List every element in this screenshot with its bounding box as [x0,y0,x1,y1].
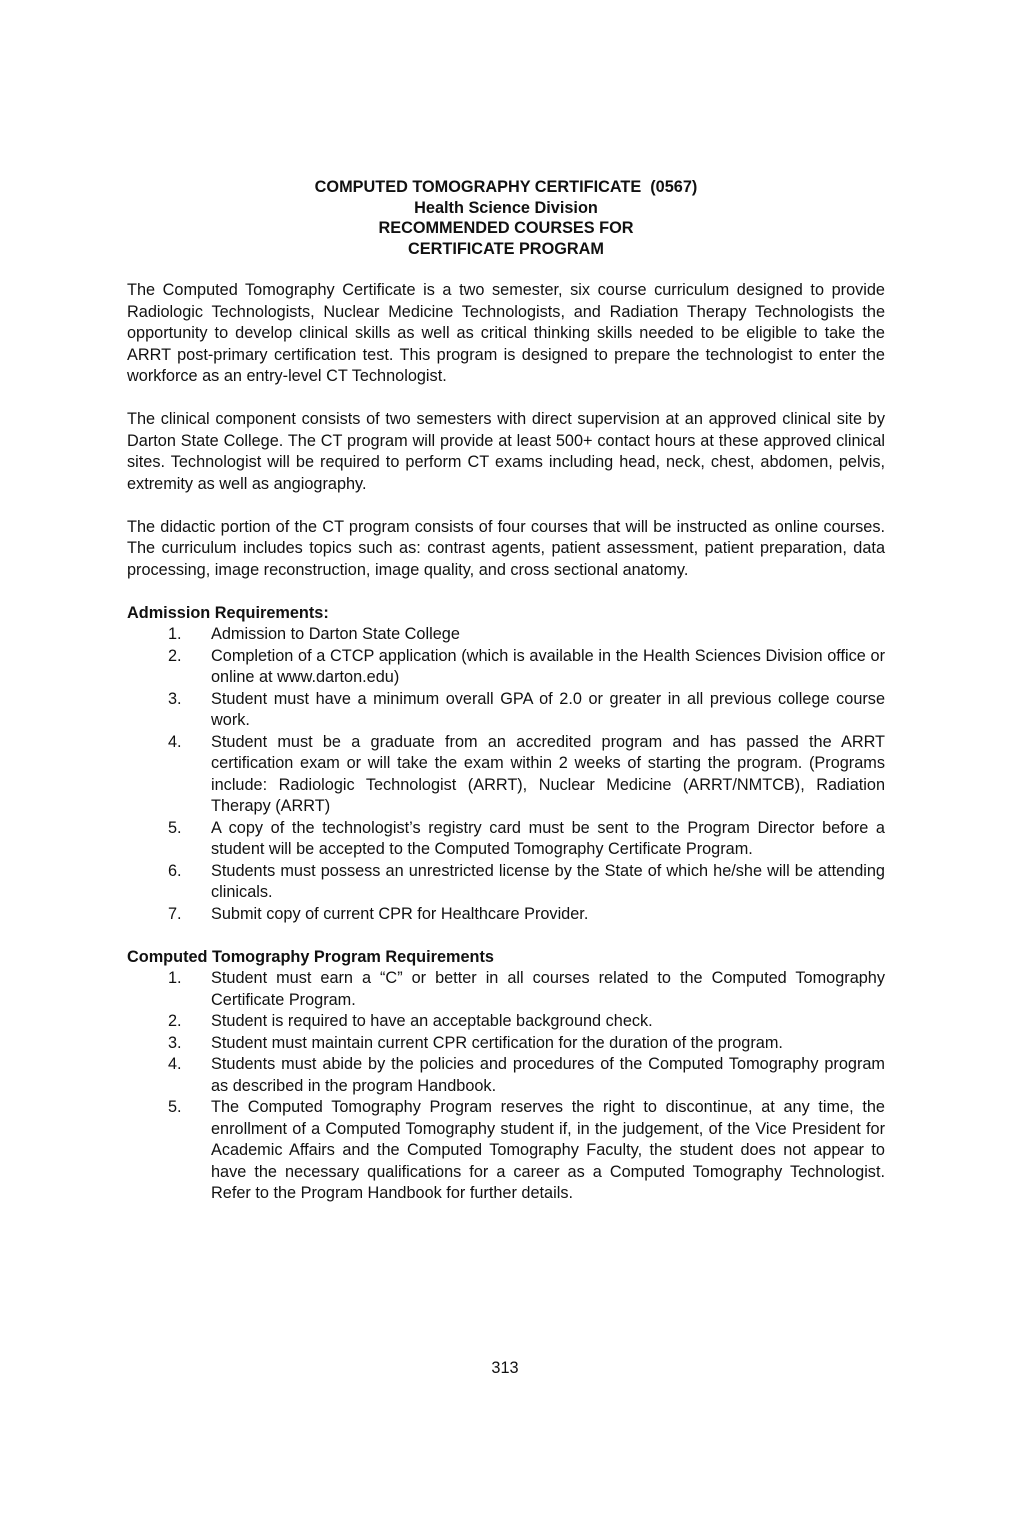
list-item-text: Student must maintain current CPR certification for the duration of the program. [211,1033,783,1052]
list-item-text: Students must abide by the policies and procedures of the Computed Tomography program as described in the program Handbook. [211,1055,885,1095]
list-item-text: Submit copy of current CPR for Healthcare Provider. [211,904,589,923]
list-item-text: Student must have a minimum overall GPA of 2.0 or greater in all previous college course work. [211,689,885,729]
document-title: COMPUTED TOMOGRAPHY CERTIFICATE (0567) [314,178,698,196]
list-item-number: 5. [168,1098,182,1116]
list-item-number: 2. [168,1012,182,1030]
list-item [127,1097,885,1205]
document-page [127,177,885,1226]
list-item [127,689,885,732]
program-requirements-list [127,968,885,1205]
document-title-block [127,177,885,259]
subtitle-line-2: CERTIFICATE PROGRAM [408,239,604,258]
division-name: Health Science Division [414,198,598,217]
list-item-number: 1. [168,969,182,987]
list-item-text: Student must earn a “C” or better in all courses related to the Computed Tomography Certificate Program. [211,969,885,1009]
list-item-number: 7. [168,904,182,923]
list-item [127,732,885,818]
list-item-text: Student must be a graduate from an accredited program and has passed the ARRT certification exam or will take the exam within 2 weeks of starting the program. (Programs include: Radiologic Technologist (ARRT), Nuclear Medicine (ARRT/NMTCB), Radiation Therapy (ARRT) [211,732,885,815]
program-requirements-heading: Computed Tomography Program Requirements [127,947,494,966]
list-item [127,646,885,689]
list-item-number: 6. [168,861,182,880]
list-item [127,1011,885,1033]
list-item-number: 4. [168,1055,182,1073]
list-item-text: Student is required to have an acceptable background check. [211,1012,653,1030]
page-number: 313 [491,1359,519,1377]
clinical-paragraph: The clinical component consists of two semesters with direct supervision at an approved clinical site by Darton State College. The CT program will provide at least 500+ contact hours at these approved clinical sites. Technologist will be required to perform CT exams including head, neck, chest, abdomen, pelvis, extremity as well as angiography. [127,410,885,493]
list-item [127,818,885,861]
list-item-number: 1. [168,625,182,643]
subtitle-line-1: RECOMMENDED COURSES FOR [378,219,634,237]
list-item-number: 4. [168,732,182,751]
didactic-paragraph: The didactic portion of the CT program consists of four courses that will be instructed as online courses. The curriculum includes topics such as: contrast agents, patient assessment, patient preparation, data processing, image reconstruction, image quality, and cross sectional anatomy. [127,517,885,579]
list-item-number: 2. [168,646,182,665]
list-item-text: A copy of the technologist’s registry card must be sent to the Program Director before a student will be accepted to the Computed Tomography Certificate Program. [211,818,885,858]
intro-paragraph: The Computed Tomography Certificate is a two semester, six course curriculum designed to provide Radiologic Technologists, Nuclear Medicine Technologists, and Radiation Therapy Technologists the opportunity to develop clinical skills as well as critical thinking skills needed to be eligible to take the ARRT post-primary certification test. This program is designed to prepare the technologist to enter the workforce as an entry-level CT Technologist. [127,281,885,385]
list-item [127,624,885,646]
list-item [127,1054,885,1097]
list-item [127,968,885,1011]
admission-requirements-heading: Admission Requirements: [127,603,329,622]
list-item-text: Completion of a CTCP application (which is available in the Health Sciences Division office or online at www.darton.edu) [211,646,885,686]
list-item-text: The Computed Tomography Program reserves the right to discontinue, at any time, the enrollment of a Computed Tomography student if, in the judgement, of the Vice President for Academic Affairs and the Computed Tomography Faculty, the student does not appear to have the necessary qualifications for a career as a Computed Tomography Technologist. Refer to the Program Handbook for further details. [211,1098,885,1202]
list-item-number: 3. [168,689,182,708]
list-item-text: Students must possess an unrestricted license by the State of which he/she will be attending clinicals. [211,861,885,901]
list-item-number: 5. [168,818,182,837]
list-item-text: Admission to Darton State College [211,625,460,643]
admission-requirements-list [127,624,885,925]
list-item [127,904,885,926]
list-item [127,861,885,904]
list-item [127,1033,885,1055]
list-item-number: 3. [168,1033,182,1052]
